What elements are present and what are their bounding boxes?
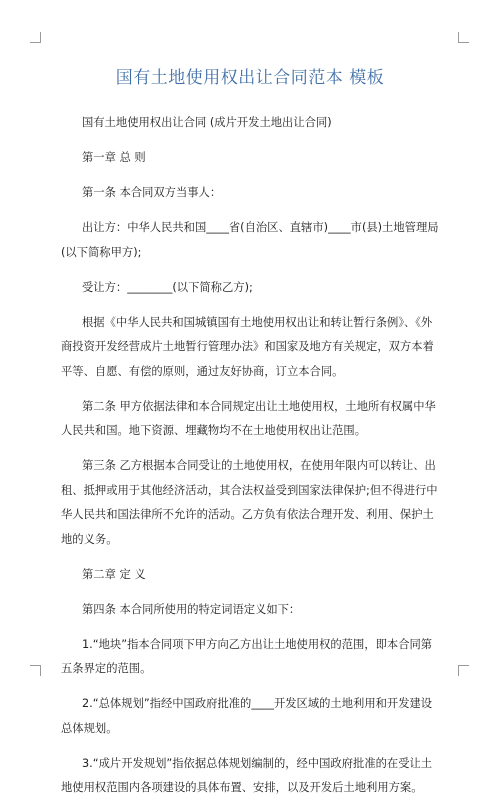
paragraph: 第二条 甲方依据法律和本合同规定出让土地使用权，土地所有权属中华人民共和国。地下资源、埋藏物均不在土地使用权出让范围。 xyxy=(61,399,436,437)
chapter-heading: 第二章 定 义 xyxy=(82,567,146,581)
paragraph: 第一条 本合同双方当事人： xyxy=(82,186,222,199)
paragraph: 3.“成片开发规划”指依据总体规划编制的，经中国政府批准的在受让土地使用权范围内各项建设的具体布置、安排，以及开发后土地利用方案。 xyxy=(61,756,433,794)
chapter-heading: 第一章 总 则 xyxy=(82,151,146,164)
crop-mark-bottom-left xyxy=(30,665,41,676)
paragraph: 出让方：中华人民共和国____省(自治区、直辖市)____市(县)土地管理局(以下简称甲方); xyxy=(61,221,439,259)
paragraph: 1.“地块”指本合同项下甲方向乙方出让土地使用权的范围，即本合同第五条界定的范围。 xyxy=(61,637,433,675)
document-title: 国有土地使用权出让合同范本 模板 xyxy=(115,68,385,88)
document-body xyxy=(61,111,439,801)
crop-mark-bottom-right xyxy=(458,665,469,676)
paragraph: 第四条 本合同所使用的特定词语定义如下： xyxy=(82,602,301,616)
paragraph: 受让方：________(以下简称乙方); xyxy=(82,280,253,294)
contract-subtitle: 国有土地使用权出让合同 (成片开发土地出让合同) xyxy=(82,116,332,129)
paragraph: 2.“总体规划”指经中国政府批准的____开发区域的土地利用和开发建设总体规划。 xyxy=(61,697,433,735)
paragraph: 第三条 乙方根据本合同受让的土地使用权，在使用年限内可以转让、出租、抵押或用于其他经济活动，其合法权益受到国家法律保护;但不得进行中华人民共和国法律所不允许的活动。乙方负有依法合理开发、利用、保护土地的义务。 xyxy=(61,459,438,546)
crop-mark-top-left xyxy=(30,32,41,43)
paragraph: 根据《中华人民共和国城镇国有土地使用权出让和转让暂行条例》、《外商投资开发经营成片土地暂行管理办法》和国家及地方有关规定，双方本着平等、自愿、有偿的原则，通过友好协商，订立本合同。 xyxy=(61,315,434,378)
crop-mark-top-right xyxy=(458,32,469,43)
